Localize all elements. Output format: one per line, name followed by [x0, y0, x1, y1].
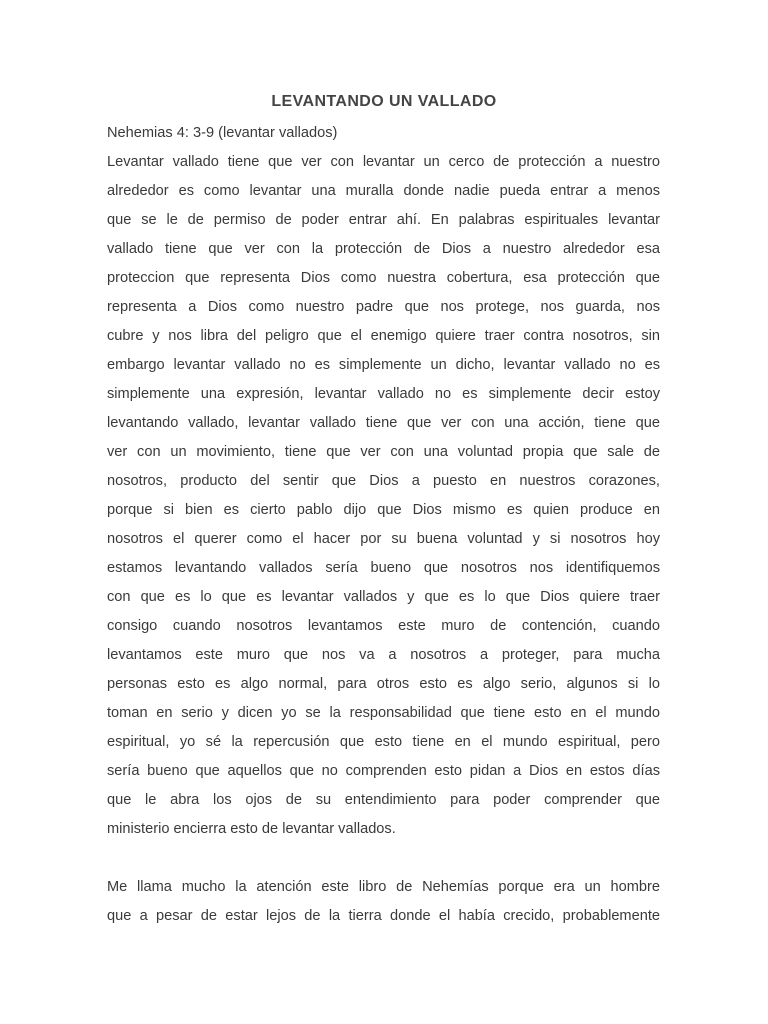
text-line: sería bueno que aquellos que no comprenden esto pidan a Dios en estos días	[107, 763, 660, 779]
text-line: alrededor es como levantar una muralla donde nadie pueda entrar a menos	[107, 183, 660, 199]
text-line: consigo cuando nosotros levantamos este muro de contención, cuando	[107, 618, 660, 634]
text-line: representa a Dios como nuestro padre que nos protege, nos guarda, nos	[107, 299, 660, 315]
text-line: Levantar vallado tiene que ver con levantar un cerco de protección a nuestro	[107, 154, 660, 170]
text-line: levantamos este muro que nos va a nosotros a proteger, para mucha	[107, 647, 660, 663]
text-line: que se le de permiso de poder entrar ahí. En palabras espirituales levantar	[107, 212, 660, 228]
document-title: LEVANTANDO UN VALLADO	[271, 93, 497, 110]
text-line: simplemente una expresión, levantar vallado no es simplemente decir estoy	[107, 386, 660, 402]
text-line: embargo levantar vallado no es simplemente un dicho, levantar vallado no es	[107, 357, 660, 373]
text-line: ver con un movimiento, tiene que ver con una voluntad propia que sale de	[107, 444, 660, 460]
text-line: cubre y nos libra del peligro que el enemigo quiere traer contra nosotros, sin	[107, 328, 660, 344]
text-line: que le abra los ojos de su entendimiento para poder comprender que	[107, 792, 660, 808]
scripture-reference: Nehemias 4: 3-9 (levantar vallados)	[107, 125, 338, 141]
text-line: espiritual, yo sé la repercusión que esto tiene en el mundo espiritual, pero	[107, 734, 660, 750]
text-line: proteccion que representa Dios como nuestra cobertura, esa protección que	[107, 270, 660, 286]
text-line: Me llama mucho la atención este libro de Nehemías porque era un hombre	[107, 879, 660, 895]
text-line: personas esto es algo normal, para otros esto es algo serio, algunos si lo	[107, 676, 660, 692]
text-line: ministerio encierra esto de levantar vallados.	[107, 821, 396, 837]
text-line: porque si bien es cierto pablo dijo que Dios mismo es quien produce en	[107, 502, 660, 518]
text-line: vallado tiene que ver con la protección de Dios a nuestro alrededor esa	[107, 241, 660, 257]
text-line: nosotros el querer como el hacer por su buena voluntad y si nosotros hoy	[107, 531, 660, 547]
text-line: estamos levantando vallados sería bueno que nosotros nos identifiquemos	[107, 560, 660, 576]
text-line: con que es lo que es levantar vallados y que es lo que Dios quiere traer	[107, 589, 660, 605]
text-line: toman en serio y dicen yo se la responsabilidad que tiene esto en el mundo	[107, 705, 660, 721]
text-line: levantando vallado, levantar vallado tiene que ver con una acción, tiene que	[107, 415, 660, 431]
text-line: nosotros, producto del sentir que Dios a puesto en nuestros corazones,	[107, 473, 660, 489]
text-line: que a pesar de estar lejos de la tierra donde el había crecido, probablemente	[107, 908, 660, 924]
